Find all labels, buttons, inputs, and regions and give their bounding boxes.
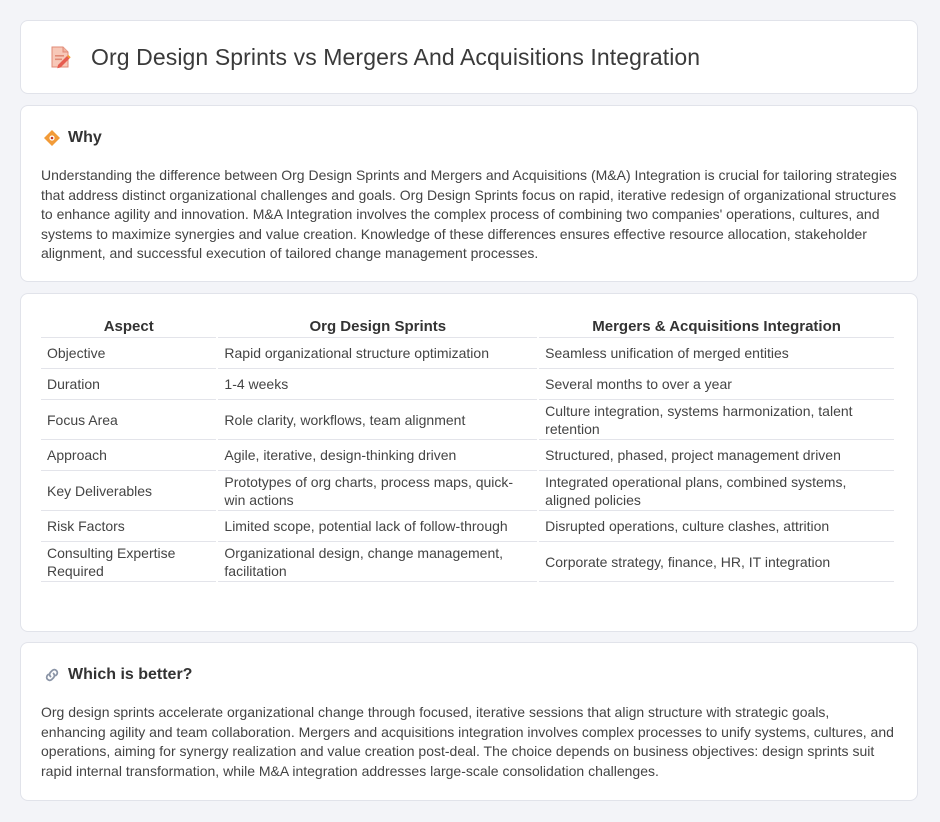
which-is-better-section [20, 642, 918, 801]
comparison-card [20, 293, 918, 632]
sprints-cell: Role clarity, workflows, team alignment [218, 400, 537, 440]
sprints-cell: Rapid organizational structure optimization [218, 338, 537, 369]
header-card [20, 20, 918, 94]
mna-cell: Structured, phased, project management driven [539, 440, 894, 471]
mna-cell: Several months to over a year [539, 369, 894, 400]
table-row [41, 369, 894, 400]
mna-cell: Disrupted operations, culture clashes, attrition [539, 511, 894, 542]
table-row [41, 542, 894, 582]
aspect-cell: Duration [41, 369, 216, 400]
sprints-cell: Agile, iterative, design-thinking driven [218, 440, 537, 471]
sprints-cell: Prototypes of org charts, process maps, quick-win actions [218, 471, 537, 511]
aspect-cell: Approach [41, 440, 216, 471]
table-row [41, 511, 894, 542]
document-pencil-icon [45, 42, 75, 72]
why-section [20, 105, 918, 282]
table-header-row [41, 316, 894, 338]
aspect-cell: Objective [41, 338, 216, 369]
comparison-table [39, 316, 896, 582]
sprints-cell: 1-4 weeks [218, 369, 537, 400]
table-row [41, 471, 894, 511]
why-heading-row [41, 128, 897, 148]
mna-cell: Culture integration, systems harmonization, talent retention [539, 400, 894, 440]
aspect-cell: Key Deliverables [41, 471, 216, 511]
aspect-cell: Focus Area [41, 400, 216, 440]
mna-cell: Integrated operational plans, combined systems, aligned policies [539, 471, 894, 511]
better-heading: Which is better? [68, 666, 193, 683]
mna-cell: Seamless unification of merged entities [539, 338, 894, 369]
page-title: Org Design Sprints vs Mergers And Acquisitions Integration [91, 43, 701, 70]
better-heading-row [41, 665, 897, 685]
table-row [41, 400, 894, 440]
diamond-signal-icon [43, 129, 61, 147]
why-text: Understanding the difference between Org Design Sprints and Mergers and Acquisitions (M&A) Integration is crucial for tailoring strategies that address distinct organizational challenges and goals. Org Design Sprints focus on rapid, iterative redesign of organizational structures to enhance agility and innovation. M&A Integration involves the complex process of combining two companies' operations, cultures, and systems to maximize synergies and value creation. Knowledge of these differences ensures effective resource allocation, stakeholder alignment, and successful execution of tailored change management processes. [41, 167, 897, 261]
aspect-cell: Risk Factors [41, 511, 216, 542]
why-heading: Why [68, 129, 102, 146]
table-row [41, 338, 894, 369]
sprints-cell: Organizational design, change management, facilitation [218, 542, 537, 582]
header-aspect: Aspect [41, 316, 216, 338]
header-mna-integration: Mergers & Acquisitions Integration [539, 316, 894, 338]
header-org-design-sprints: Org Design Sprints [218, 316, 537, 338]
mna-cell: Corporate strategy, finance, HR, IT integration [539, 542, 894, 582]
link-icon [43, 666, 61, 684]
table-row [41, 440, 894, 471]
aspect-cell: Consulting Expertise Required [41, 542, 216, 582]
sprints-cell: Limited scope, potential lack of follow-through [218, 511, 537, 542]
better-text: Org design sprints accelerate organizational change through focused, iterative sessions that align structure with strategic goals, enhancing agility and team collaboration. Mergers and acquisitions integration involves complex processes to unify systems, cultures, and operations, aiming for synergy realization and value creation post-deal. The choice depends on business objectives: design sprints suit rapid internal transformation, while M&A integration addresses large-scale consolidation challenges. [41, 704, 894, 779]
